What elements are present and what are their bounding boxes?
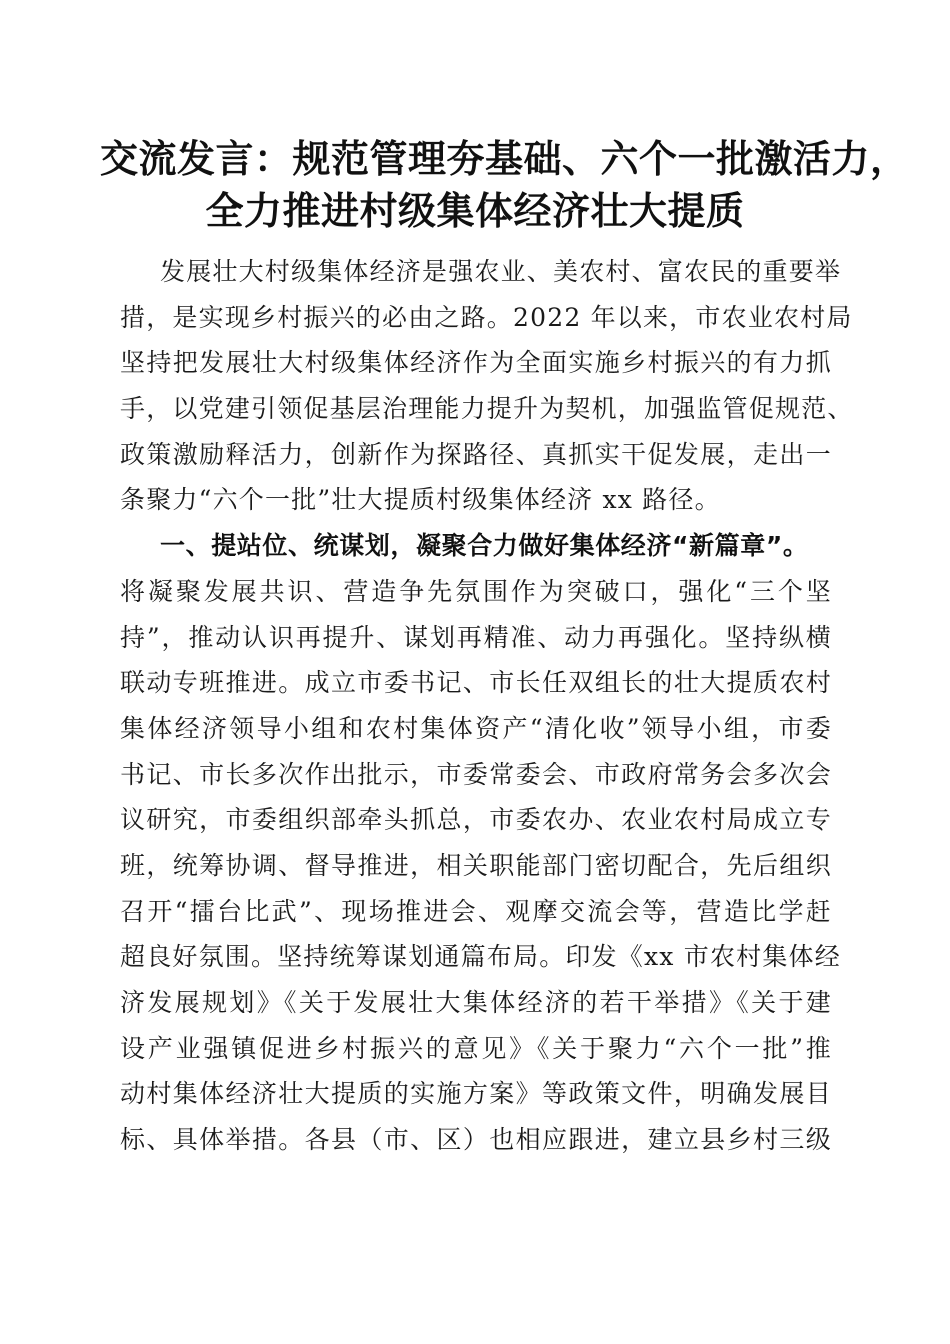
paragraph-1-line: 坚持把发展壮大村级集体经济作为全面实施乡村振兴的有力抓	[120, 348, 832, 378]
paragraph-2-line: 召开“擂台比武”、现场推进会、观摩交流会等，营造比学赶	[120, 896, 832, 926]
paragraph-2-line: 标、具体举措。各县（市、区）也相应跟进，建立县乡村三级	[120, 1125, 832, 1155]
paragraph-2-line: 超良好氛围。坚持统筹谋划通篇布局。印发《xx 市农村集体经	[120, 942, 841, 972]
paragraph-2-line: 济发展规划》《关于发展壮大集体经济的若干举措》《关于建	[120, 988, 832, 1017]
paragraph-2-line: 书记、市长多次作出批示，市委常委会、市政府常务会多次会	[120, 759, 832, 789]
paragraph-2-line: 议研究，市委组织部牵头抓总，市委农办、农业农村局成立专	[120, 805, 832, 835]
paragraph-1-line: 发展壮大村级集体经济是强农业、美农村、富农民的重要举	[160, 257, 842, 286]
title-line-1: 交流发言：规范管理夯基础、六个一批激活力，	[100, 136, 909, 181]
paragraph-2-line: 动村集体经济壮大提质的实施方案》等政策文件，明确发展目	[120, 1079, 832, 1109]
paragraph-2-line: 集体经济领导小组和农村集体资产“清化收”领导小组，市委	[120, 713, 832, 743]
document-title	[100, 133, 909, 237]
paragraph-1-line: 手，以党建引领促基层治理能力提升为契机，加强监管促规范、	[120, 394, 854, 424]
paragraph-2-line: 设产业强镇促进乡村振兴的意见》《关于聚力“六个一批”推	[120, 1033, 832, 1063]
paragraph-2-line: 将凝聚发展共识、营造争先氛围作为突破口，强化“三个坚	[120, 576, 832, 606]
document-body	[120, 249, 854, 1163]
paragraph-1-line: 条聚力“六个一批”壮大提质村级集体经济 xx 路径。	[120, 485, 721, 515]
paragraph-1-line: 措，是实现乡村振兴的必由之路。2022 年以来，市农业农村局	[120, 302, 853, 332]
title-line-2: 全力推进村级集体经济壮大提质	[205, 188, 745, 233]
paragraph-2-line: 联动专班推进。成立市委书记、市长任双组长的壮大提质农村	[120, 668, 832, 698]
paragraph-1-line: 政策激励释活力，创新作为探路径、真抓实干促发展，走出一	[120, 439, 832, 469]
paragraph-2-line: 持”，推动认识再提升、谋划再精准、动力再强化。坚持纵横	[120, 622, 832, 652]
section-1-heading: 一、提站位、统谋划，凝聚合力做好集体经济“新篇章”。	[160, 531, 809, 561]
paragraph-2-line: 班，统筹协调、督导推进，相关职能部门密切配合，先后组织	[120, 850, 832, 880]
